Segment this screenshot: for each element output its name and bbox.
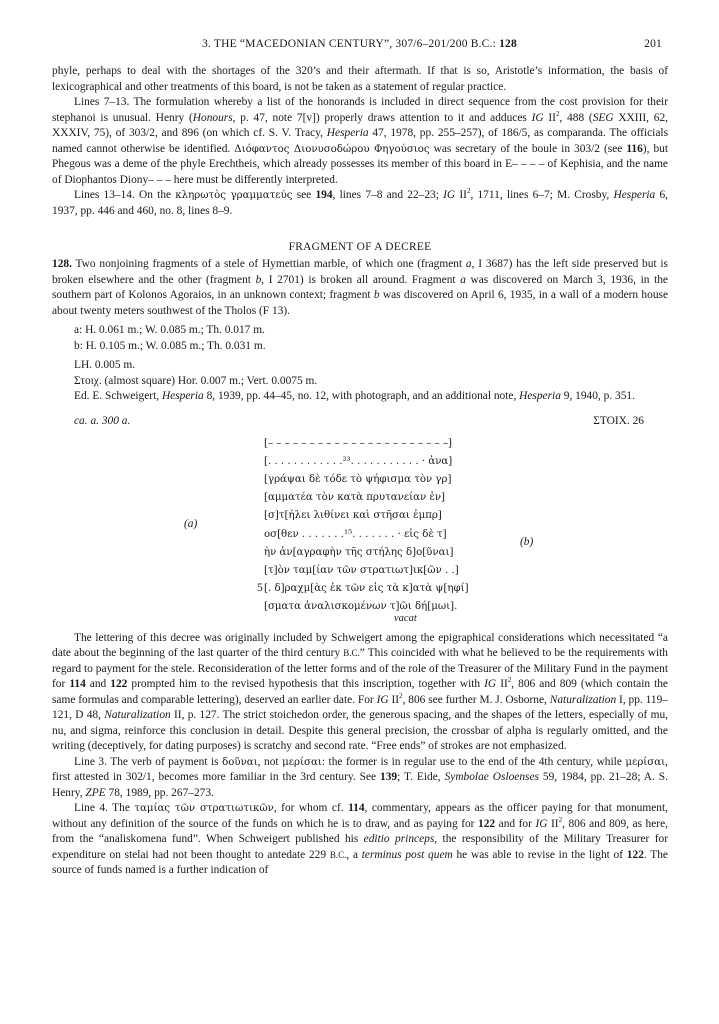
inscription-lines: [264, 435, 469, 617]
inscription-line: [αμματέα τὸν κατὰ πρυτανείαν ἐν]: [264, 492, 446, 504]
running-title-number: 128: [499, 38, 517, 50]
inscription-line: [. . . . . . . . . . . .²³. . . . . . . . . . . · ἀνα]: [264, 455, 453, 467]
inscription-line: [. δ]ραχμ[ὰς ἐκ τῶν εἰς τὰ κ]ατὰ ψ[ηφί]: [264, 583, 469, 595]
fragment-label-a: (a): [184, 517, 198, 530]
inscription-line: [– – – – – – – – – – – – – – – – – – – – – –]: [264, 437, 453, 449]
commentary-lettering: The lettering of this decree was originally included by Schweigert among the epigraphical considerations which necessitated “a date about the beginning of the last quarter of the third century B.C.” This coincided with what he believed to be the requirements with regard to payment for the stele. Reconsideration of the letter forms and of the role of the Treasurer of the Military Fund in the payment for 114 and 122 prompted him to the revised hypothesis that this inscription, together with IG $II^2$, 806 and 809 (which contain the same formulas and comparable lettering), deserved an earlier date. For IG $II^2$, 806 see further M. J. Osborne, Naturalization I, pp. 119–121, D 48, Naturalization II, p. 127. The strict stoichedon order, the generous spacing, and the shapes of the letters, especially of mu, nu, and sigma, reinforce this conclusion in detail. Despite this general precision, the crossbar of alpha is regularly omitted, and the writing (deceptively, for dating purposes) is scratchy and second rate. “Free ends” of strokes are not emphasized.: [52, 631, 669, 752]
inscription-line: [σματα ἀναλισκομένων τ]ῶι δή[μωι].: [264, 601, 458, 613]
inscription-text: [52, 435, 668, 631]
letter-height: LH. 0.005 m.: [74, 359, 136, 371]
inscription-line: [σ]τ[ήλει λιθίνει καὶ στῆσαι ἐμπρ]: [264, 510, 442, 522]
page-number: 201: [644, 38, 662, 50]
inscription-header: [52, 415, 668, 435]
inscription-line: ὴν ἀν[αγραφὴν τῆς στήλης δ]ο[ῦναι]: [264, 546, 454, 558]
inscription-line: οσ[θεν . . . . . . .¹⁵. . . . . . . · εἰς δὲ τ]: [264, 528, 447, 540]
paragraph-lines-7-13: Lines 7–13. The formulation whereby a list of the honorands is included in direct sequence from the cost provision for their stephanoi is unusual. Henry (Honours, p. 47, note 7[v]) properly draws attention to it and adduces IG $II^2$, 488 (SEG XXIII, 62, XXXIV, 75), of 303/2, and 896 (on which cf. S. V. Tracy, Hesperia 47, 1978, pp. 255–257), of 186/5, as comparanda. The officials named cannot otherwise be identified. Διόφαντος Διονυσοδώρου Φηγούσιος was secretary of the boule in 303/2 (see 116), but Phegous was a deme of the phyle Erechtheis, which already possesses its member of this board in E– – – – of Kephisia, and the name of Diophantos Diony– – – here must be differently interpreted.: [52, 96, 668, 186]
commentary-line-3: Line 3. The verb of payment is δοῦναι, not μερίσαι: the former is in regular use to the end of the 4th century, while μερίσαι, first attested in 302/1, becomes more familiar in the 3rd century. See 139; T. Eide, Symbolae Osloenses 59, 1984, pp. 21–28; A. S. Henry, ZPE 78, 1989, pp. 267–273.: [52, 755, 668, 799]
measurements-a: a: H. 0.061 m.; W. 0.085 m.; Th. 0.017 m.: [74, 324, 265, 336]
inscription-line: [τ]ὸν ταμ[ίαν τῶν στρατιωτ]ικ[ῶν . .]: [264, 564, 459, 576]
fragment-description: 128. Two nonjoining fragments of a stele of Hymettian marble, of which one (fragment a, I 3687) has the left side preserved but is broken elsewhere and the other (fragment b, I 2701) is broken all around. Fragment a was discovered on March 3, 1936, in the southern part of Kolonos Agoraios, in an unknown context; fragment b was discovered on April 6, 1935, in a wall of a modern house about twenty meters southwest of the Tholos (F 13).: [52, 258, 669, 317]
vacat-note: vacat: [394, 612, 417, 624]
commentary-line-4: Line 4. The ταμίας τῶν στρατιωτικῶν, for whom cf. 114, commentary, appears as the officer paying for that monument, without any definition of the source of the funds on which he is to draw, and as paying for 122 and for IG $II^2$, 806 and 809, as here, from the “analiskomena fund”. When Schweigert published his editio princeps, the responsibility of the Military Treasurer for expenditure on stelai had not been thought to antedate 229 B.C., a terminus post quem he was able to revise in the light of 122. The source of funds named is a further indication of: [52, 802, 668, 876]
paragraph-lines-13-14: Lines 13–14. On the κληρωτὸς γραμματεύς see 194, lines 7–8 and 22–23; IG $II^2$, 1711, lines 6–7; M. Crosby, Hesperia 6, 1937, pp. 446 and 460, no. 8, lines 8–9.: [52, 187, 668, 217]
stoichedon-label: ΣΤΟΙΧ. 26: [593, 414, 644, 427]
inscription-date: ca. a. 300 a.: [74, 414, 131, 427]
fragment-label-b: (b): [520, 535, 534, 548]
running-header: [52, 38, 668, 58]
document-page: [52, 38, 668, 879]
paragraph-phyle: phyle, perhaps to deal with the shortages of the 320’s and their aftermath. If that is so, Aristotle’s information, the basis of lexicographical and other treatments of this board, is not be taken as a statement of regular practice.: [52, 65, 668, 93]
edition-reference: Ed. E. Schweigert, Hesperia 8, 1939, pp. 44–45, no. 12, with photograph, and an additional note, Hesperia 9, 1940, p. 351.: [74, 390, 635, 402]
stoichedon-spacing: Στοιχ. (almost square) Hor. 0.007 m.; Vert. 0.0075 m.: [74, 374, 318, 387]
line-number: 5: [257, 581, 263, 594]
running-title: 3. THE “MACEDONIAN CENTURY”, 307/6–201/200 B.C.: 128: [202, 38, 517, 50]
section-title: FRAGMENT OF A DECREE: [288, 241, 432, 253]
measurements-b: b: H. 0.105 m.; W. 0.085 m.; Th. 0.031 m.: [74, 339, 266, 352]
entry-number: 128.: [52, 258, 72, 270]
inscription-line: [γράψαι δὲ τόδε τὸ ψήφισμα τὸν γρ]: [264, 473, 452, 485]
